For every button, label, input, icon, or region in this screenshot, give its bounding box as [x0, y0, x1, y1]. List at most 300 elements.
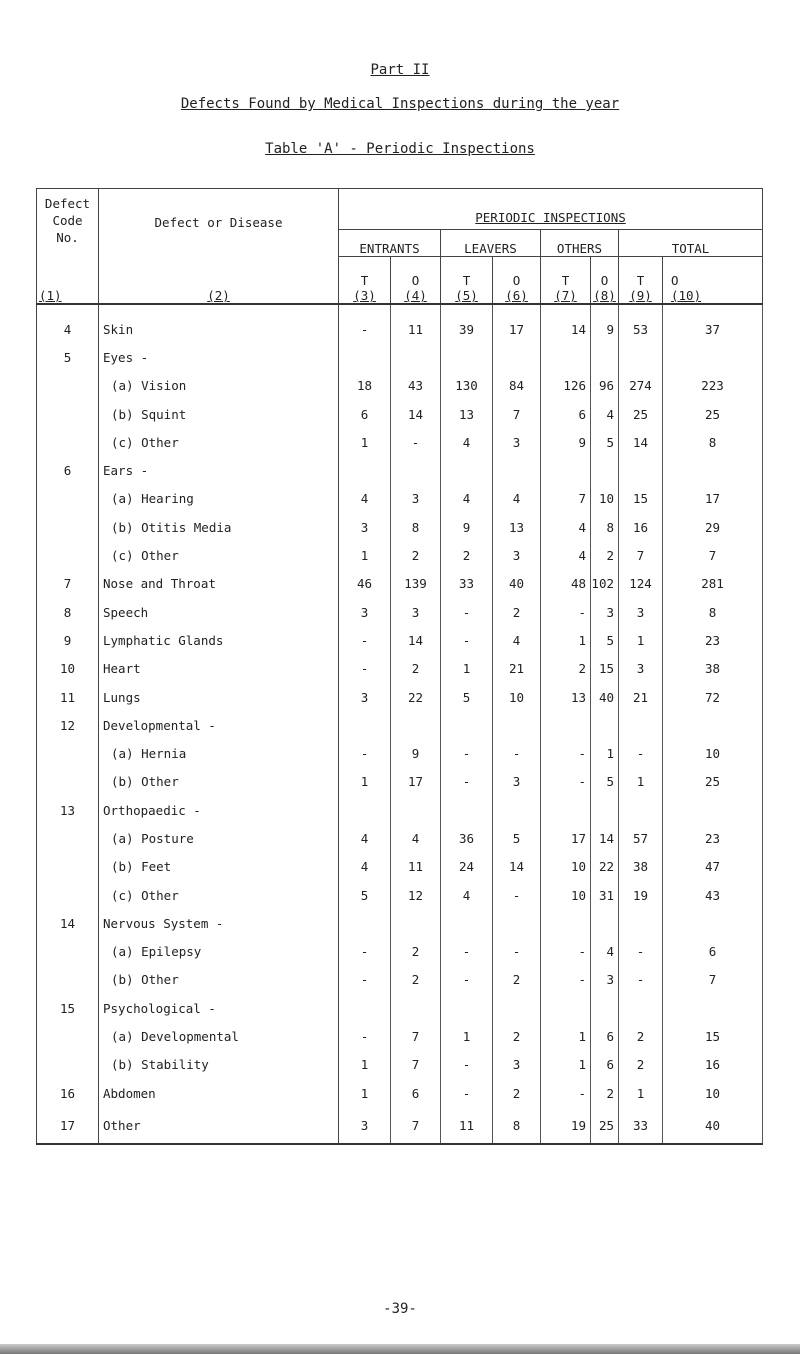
cell-value — [591, 796, 619, 824]
cell-value: 4 — [339, 824, 391, 852]
cell-value — [391, 456, 441, 484]
cell-value: 11 — [391, 853, 441, 881]
cell-value: 10 — [591, 485, 619, 513]
cell-value: 1 — [541, 1022, 591, 1050]
defect-label: Heart — [99, 655, 339, 683]
cell-value: 8 — [391, 513, 441, 541]
cell-value: 7 — [493, 400, 541, 428]
page-number: -39- — [383, 1301, 417, 1317]
cell-value: 2 — [541, 655, 591, 683]
cell-value: 6 — [541, 400, 591, 428]
cell-value: 46 — [339, 570, 391, 598]
cell-value: - — [339, 966, 391, 994]
cell-value: 9 — [541, 428, 591, 456]
defect-label: (c) Other — [99, 881, 339, 909]
cell-value: 274 — [619, 372, 663, 400]
defect-code — [37, 513, 99, 541]
cell-value: 14 — [591, 824, 619, 852]
table-row — [37, 1022, 763, 1050]
cell-value: 36 — [441, 824, 493, 852]
cell-value: 16 — [619, 513, 663, 541]
cell-value — [391, 711, 441, 739]
table-row — [37, 824, 763, 852]
header-code: Defect Code No. — [37, 189, 99, 257]
defect-label: (c) Other — [99, 428, 339, 456]
cell-value: 1 — [339, 428, 391, 456]
defect-code — [37, 400, 99, 428]
cell-value: 4 — [591, 938, 619, 966]
table-row — [37, 711, 763, 739]
cell-value: 40 — [493, 570, 541, 598]
cell-value — [441, 909, 493, 937]
cell-value: 40 — [591, 683, 619, 711]
cell-value: 4 — [541, 513, 591, 541]
cell-value: 10 — [541, 881, 591, 909]
cell-value — [541, 796, 591, 824]
defect-code: 12 — [37, 711, 99, 739]
cell-value: 38 — [663, 655, 763, 683]
table-row — [37, 1107, 763, 1144]
defect-code: 7 — [37, 570, 99, 598]
cell-value: 19 — [541, 1107, 591, 1144]
defect-label: Abdomen — [99, 1079, 339, 1107]
cell-value: - — [391, 428, 441, 456]
cell-value — [541, 456, 591, 484]
cell-value: - — [493, 881, 541, 909]
cell-value: 3 — [591, 966, 619, 994]
cell-value: 139 — [391, 570, 441, 598]
cell-value: 1 — [339, 1051, 391, 1079]
table-row — [37, 598, 763, 626]
cell-value: 14 — [391, 626, 441, 654]
cell-value: - — [441, 1079, 493, 1107]
defect-label: (b) Squint — [99, 400, 339, 428]
table-row — [37, 994, 763, 1022]
cell-value — [493, 456, 541, 484]
cell-value: 7 — [663, 966, 763, 994]
defect-code — [37, 853, 99, 881]
defect-code — [37, 428, 99, 456]
cell-value: - — [541, 1079, 591, 1107]
defect-label: Nervous System - — [99, 909, 339, 937]
defect-label: (b) Other — [99, 768, 339, 796]
cell-value: 12 — [391, 881, 441, 909]
defect-code: 17 — [37, 1107, 99, 1144]
cell-value: 17 — [391, 768, 441, 796]
defect-label: (b) Other — [99, 966, 339, 994]
cell-value: - — [441, 598, 493, 626]
defect-code — [37, 541, 99, 569]
table-row — [37, 513, 763, 541]
cell-value: 21 — [493, 655, 541, 683]
cell-value — [441, 456, 493, 484]
cell-value: 7 — [391, 1051, 441, 1079]
defect-label: (a) Vision — [99, 372, 339, 400]
cell-value: 37 — [663, 304, 763, 343]
cell-value: 6 — [591, 1022, 619, 1050]
cell-value: 1 — [619, 626, 663, 654]
header-disease: Defect or Disease — [99, 189, 339, 257]
scan-edge — [0, 1344, 800, 1354]
defect-label: (c) Other — [99, 541, 339, 569]
cell-value: 5 — [441, 683, 493, 711]
col-others-o: O (8) — [591, 257, 619, 305]
table-row — [37, 485, 763, 513]
cell-value: 17 — [663, 485, 763, 513]
periodic-inspections-table — [36, 188, 763, 1145]
cell-value: 17 — [493, 304, 541, 343]
cell-value: 6 — [391, 1079, 441, 1107]
cell-value: 4 — [493, 485, 541, 513]
cell-value: 43 — [663, 881, 763, 909]
cell-value: 8 — [493, 1107, 541, 1144]
cell-value: 1 — [541, 626, 591, 654]
cell-value — [541, 909, 591, 937]
cell-value — [441, 994, 493, 1022]
cell-value: 13 — [493, 513, 541, 541]
cell-value: 3 — [339, 1107, 391, 1144]
cell-value — [663, 711, 763, 739]
cell-value: 23 — [663, 824, 763, 852]
cell-value: 5 — [591, 626, 619, 654]
cell-value: 10 — [663, 739, 763, 767]
cell-value: 7 — [663, 541, 763, 569]
defect-code: 16 — [37, 1079, 99, 1107]
cell-value — [391, 909, 441, 937]
defect-label: (a) Epilepsy — [99, 938, 339, 966]
header-total: TOTAL — [619, 230, 763, 257]
cell-value: 2 — [391, 938, 441, 966]
cell-value: 7 — [391, 1022, 441, 1050]
table-row — [37, 853, 763, 881]
defect-code: 15 — [37, 994, 99, 1022]
cell-value: 2 — [591, 1079, 619, 1107]
defect-code — [37, 768, 99, 796]
cell-value — [663, 909, 763, 937]
defect-code: 8 — [37, 598, 99, 626]
table-row — [37, 966, 763, 994]
cell-value: 2 — [619, 1022, 663, 1050]
cell-value: 2 — [391, 541, 441, 569]
cell-value: - — [619, 938, 663, 966]
table-row — [37, 372, 763, 400]
cell-value — [441, 711, 493, 739]
cell-value: 3 — [619, 655, 663, 683]
cell-value: - — [541, 598, 591, 626]
cell-value — [663, 994, 763, 1022]
cell-value: - — [493, 938, 541, 966]
table-row — [37, 428, 763, 456]
cell-value — [493, 343, 541, 371]
cell-value: 31 — [591, 881, 619, 909]
cell-value: 21 — [619, 683, 663, 711]
cell-value: 17 — [541, 824, 591, 852]
cell-value: - — [541, 938, 591, 966]
cell-value: - — [541, 768, 591, 796]
cell-value: 1 — [619, 1079, 663, 1107]
cell-value: - — [339, 938, 391, 966]
cell-value: - — [339, 304, 391, 343]
defect-code: 5 — [37, 343, 99, 371]
table-row — [37, 626, 763, 654]
col-number-1: (1) — [37, 257, 99, 305]
cell-value: 4 — [591, 400, 619, 428]
cell-value: 3 — [619, 598, 663, 626]
cell-value — [339, 994, 391, 1022]
defect-code: 13 — [37, 796, 99, 824]
cell-value — [663, 456, 763, 484]
cell-value — [391, 343, 441, 371]
cell-value: - — [339, 655, 391, 683]
cell-value: 9 — [391, 739, 441, 767]
defect-label: Eyes - — [99, 343, 339, 371]
cell-value — [619, 456, 663, 484]
cell-value: 4 — [339, 853, 391, 881]
defect-code — [37, 485, 99, 513]
table-row — [37, 400, 763, 428]
cell-value: 2 — [391, 966, 441, 994]
cell-value: 11 — [391, 304, 441, 343]
cell-value: 14 — [391, 400, 441, 428]
cell-value: 4 — [541, 541, 591, 569]
cell-value: 15 — [591, 655, 619, 683]
cell-value: 7 — [541, 485, 591, 513]
defect-code — [37, 739, 99, 767]
table-row — [37, 739, 763, 767]
cell-value: - — [339, 626, 391, 654]
cell-value: 14 — [541, 304, 591, 343]
cell-value: 29 — [663, 513, 763, 541]
cell-value — [441, 796, 493, 824]
table-row — [37, 304, 763, 343]
cell-value: 23 — [663, 626, 763, 654]
cell-value: 22 — [391, 683, 441, 711]
cell-value — [391, 796, 441, 824]
cell-value: 1 — [591, 739, 619, 767]
col-entrants-t: T (3) — [339, 257, 391, 305]
cell-value: 3 — [493, 428, 541, 456]
cell-value: - — [619, 966, 663, 994]
part-heading: Part II — [370, 62, 430, 78]
page-title: Defects Found by Medical Inspections during the year — [180, 96, 620, 112]
cell-value — [493, 994, 541, 1022]
cell-value: 57 — [619, 824, 663, 852]
cell-value: 9 — [591, 304, 619, 343]
cell-value: 3 — [339, 598, 391, 626]
col-entrants-o: O (4) — [391, 257, 441, 305]
cell-value — [339, 711, 391, 739]
defect-code — [37, 938, 99, 966]
cell-value: 5 — [591, 428, 619, 456]
defect-label: Lymphatic Glands — [99, 626, 339, 654]
cell-value — [441, 343, 493, 371]
cell-value: 25 — [663, 400, 763, 428]
cell-value: 1 — [619, 768, 663, 796]
cell-value — [619, 796, 663, 824]
cell-value: 1 — [339, 541, 391, 569]
cell-value: 4 — [339, 485, 391, 513]
col-number-2: (2) — [99, 257, 339, 305]
col-others-t: T (7) — [541, 257, 591, 305]
cell-value: - — [441, 626, 493, 654]
cell-value: 3 — [591, 598, 619, 626]
defect-label: Speech — [99, 598, 339, 626]
defect-label: Orthopaedic - — [99, 796, 339, 824]
defect-label: (b) Feet — [99, 853, 339, 881]
cell-value — [591, 909, 619, 937]
cell-value: 84 — [493, 372, 541, 400]
cell-value: 14 — [493, 853, 541, 881]
defect-label: Developmental - — [99, 711, 339, 739]
defect-code — [37, 1022, 99, 1050]
table-row — [37, 570, 763, 598]
cell-value — [541, 711, 591, 739]
defect-label: (b) Stability — [99, 1051, 339, 1079]
table-row — [37, 655, 763, 683]
cell-value: 2 — [441, 541, 493, 569]
cell-value: 39 — [441, 304, 493, 343]
cell-value: 2 — [493, 966, 541, 994]
cell-value: 2 — [591, 541, 619, 569]
cell-value: 10 — [541, 853, 591, 881]
cell-value: 10 — [663, 1079, 763, 1107]
cell-value: 13 — [441, 400, 493, 428]
cell-value: 4 — [391, 824, 441, 852]
cell-value: 47 — [663, 853, 763, 881]
table-title: Table 'A' - Periodic Inspections — [265, 141, 535, 157]
cell-value: 53 — [619, 304, 663, 343]
cell-value: - — [339, 739, 391, 767]
cell-value: 4 — [441, 428, 493, 456]
cell-value: - — [541, 966, 591, 994]
cell-value: 7 — [391, 1107, 441, 1144]
cell-value — [591, 994, 619, 1022]
cell-value: 7 — [619, 541, 663, 569]
cell-value: 130 — [441, 372, 493, 400]
cell-value — [391, 994, 441, 1022]
defect-label: (a) Hearing — [99, 485, 339, 513]
cell-value: 6 — [663, 938, 763, 966]
cell-value: 3 — [391, 598, 441, 626]
header-leavers: LEAVERS — [441, 230, 541, 257]
cell-value: 2 — [493, 1079, 541, 1107]
cell-value: 22 — [591, 853, 619, 881]
cell-value: 3 — [493, 541, 541, 569]
defect-code: 4 — [37, 304, 99, 343]
cell-value: 48 — [541, 570, 591, 598]
cell-value: 1 — [339, 1079, 391, 1107]
table-row — [37, 796, 763, 824]
defect-label: Lungs — [99, 683, 339, 711]
cell-value: 6 — [591, 1051, 619, 1079]
cell-value: 10 — [493, 683, 541, 711]
table-row — [37, 343, 763, 371]
defect-code: 11 — [37, 683, 99, 711]
table-row — [37, 456, 763, 484]
defect-label: (a) Hernia — [99, 739, 339, 767]
defect-code — [37, 966, 99, 994]
cell-value: 25 — [591, 1107, 619, 1144]
cell-value: 281 — [663, 570, 763, 598]
cell-value: 33 — [441, 570, 493, 598]
defect-code: 6 — [37, 456, 99, 484]
cell-value: - — [441, 1051, 493, 1079]
cell-value — [619, 909, 663, 937]
cell-value: - — [339, 1022, 391, 1050]
cell-value — [591, 711, 619, 739]
cell-value: 15 — [663, 1022, 763, 1050]
cell-value: 3 — [493, 1051, 541, 1079]
cell-value — [619, 343, 663, 371]
cell-value — [591, 343, 619, 371]
cell-value: 9 — [441, 513, 493, 541]
cell-value: 3 — [339, 683, 391, 711]
cell-value — [339, 343, 391, 371]
cell-value: 96 — [591, 372, 619, 400]
defect-label: (a) Posture — [99, 824, 339, 852]
cell-value: 38 — [619, 853, 663, 881]
cell-value: 18 — [339, 372, 391, 400]
defect-label: (a) Developmental — [99, 1022, 339, 1050]
table-row — [37, 881, 763, 909]
table-row — [37, 938, 763, 966]
defect-code — [37, 372, 99, 400]
table-row — [37, 1079, 763, 1107]
cell-value — [493, 796, 541, 824]
cell-value: 25 — [663, 768, 763, 796]
cell-value: 8 — [663, 428, 763, 456]
cell-value — [663, 343, 763, 371]
defect-label: Nose and Throat — [99, 570, 339, 598]
cell-value: 40 — [663, 1107, 763, 1144]
table-row — [37, 768, 763, 796]
cell-value: 3 — [391, 485, 441, 513]
cell-value: 4 — [441, 485, 493, 513]
cell-value: 126 — [541, 372, 591, 400]
cell-value: 124 — [619, 570, 663, 598]
table-row — [37, 909, 763, 937]
table-row — [37, 683, 763, 711]
cell-value: 3 — [493, 768, 541, 796]
cell-value: 5 — [339, 881, 391, 909]
cell-value: 2 — [391, 655, 441, 683]
cell-value: 14 — [619, 428, 663, 456]
cell-value: 4 — [493, 626, 541, 654]
cell-value: 4 — [441, 881, 493, 909]
defect-code — [37, 824, 99, 852]
defect-code: 9 — [37, 626, 99, 654]
cell-value: 1 — [541, 1051, 591, 1079]
cell-value — [493, 711, 541, 739]
table-row — [37, 1051, 763, 1079]
col-total-t: T (9) — [619, 257, 663, 305]
cell-value: 1 — [441, 1022, 493, 1050]
defect-label: Skin — [99, 304, 339, 343]
cell-value — [619, 711, 663, 739]
table-row — [37, 541, 763, 569]
cell-value — [619, 994, 663, 1022]
cell-value — [541, 343, 591, 371]
cell-value: 1 — [441, 655, 493, 683]
cell-value: - — [441, 938, 493, 966]
cell-value: 5 — [493, 824, 541, 852]
col-leavers-o: O (6) — [493, 257, 541, 305]
cell-value: 8 — [591, 513, 619, 541]
cell-value: 33 — [619, 1107, 663, 1144]
cell-value: 5 — [591, 768, 619, 796]
cell-value: 13 — [541, 683, 591, 711]
cell-value: 2 — [493, 598, 541, 626]
